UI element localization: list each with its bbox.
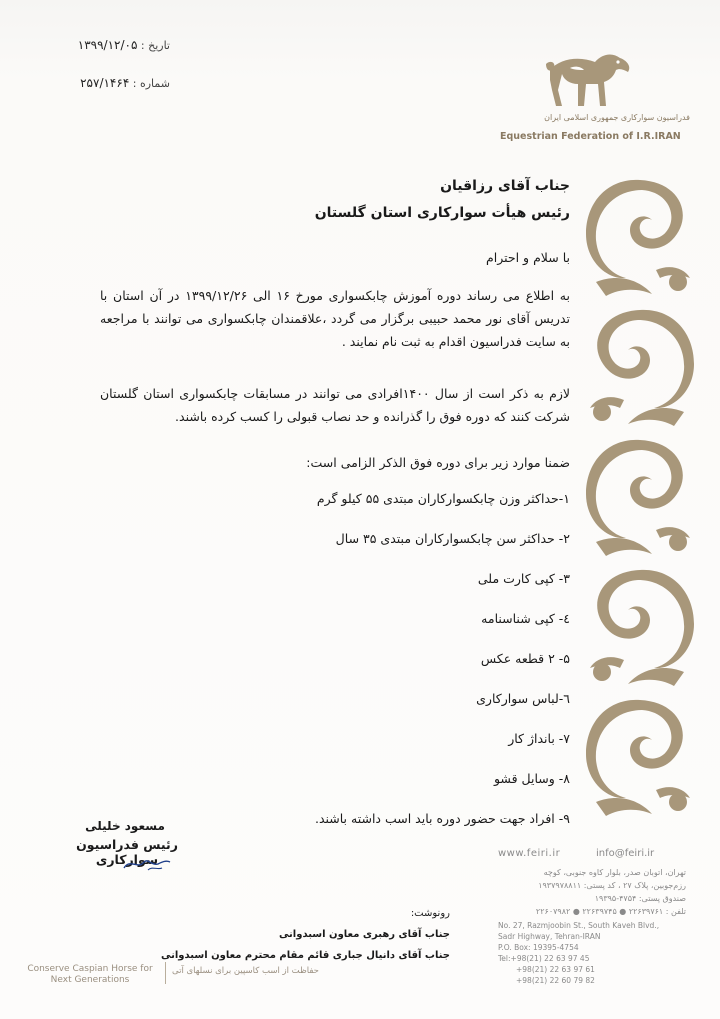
requirement-item: ۳- کپی کارت ملی — [477, 571, 570, 586]
cc-item: جناب آقای رهبری معاون اسبدوانی — [278, 929, 450, 940]
requirement-item: ٤- کپی شناسنامه — [481, 611, 570, 626]
paragraph-2: لازم به ذکر است از سال ۱۴۰۰افرادی می توانند در مسابقات چابکسواری استان گلستان شرکت کنند که دوره فوق را گذرانده و حد نصاب قبولی را کسب کرده باشند. — [100, 386, 571, 424]
phone-fa: تلفن : ۲۲۶۳۹۷۶۱ ● ۲۲۶۳۹۷۴۵ ● ۲۲۶۰۷۹۸۲ — [535, 907, 686, 916]
signatory-name: مسعود خلیلی — [85, 819, 165, 833]
recipient-name: جناب آقای رزاقیان — [440, 178, 570, 194]
paragraph-1: به اطلاع می رساند دوره آموزش چابکسواری مورخ ۱۶ الی ۱۳۹۹/۱۲/۲۶ در آن استان با تدریس آقای نور محمد حبیبی برگزار می گردد ،علاقمندان چابکسواری می توانند با مراجعه به سایت فدراسیون اقدام به ثبت نام نمایند . — [100, 288, 570, 349]
number-label: شماره : — [132, 77, 170, 90]
phone-en-line: +98(21) 22 60 79 82 — [516, 976, 595, 985]
horse-logo-icon — [540, 50, 640, 112]
phone-en-line: +98(21) 22 63 97 61 — [516, 965, 595, 974]
address-fa-line: تهران، اتوبان صدر، بلوار کاوه جنوبی، کوچه — [543, 868, 686, 877]
caspian-en-line: Next Generations — [50, 975, 130, 985]
recipient-title: رئیس هیأت سوارکاری استان گلستان — [314, 205, 570, 221]
campaign-divider — [165, 962, 166, 984]
signatory-title: رئیس فدراسیون سوارکاری — [76, 837, 178, 867]
caspian-campaign-en — [20, 964, 160, 986]
cc-title: رونوشت: — [410, 908, 450, 919]
address-fa-line: صندوق پستی: ۴۷۵۴-۱۹۳۹۵ — [594, 894, 686, 903]
decorative-ornament — [586, 178, 694, 843]
address-en-line: No. 27, Razmjoobin St., South Kaveh Blvd., — [498, 921, 660, 930]
address-fa-line: رزم‌جوبین، پلاک ۲۷ ، کد پستی: ۱۹۳۷۹۷۸۸۱۱ — [538, 881, 686, 890]
requirement-item: ۷- بانداژ کار — [508, 731, 570, 746]
date-line — [40, 38, 170, 52]
greeting: با سلام و احترام — [486, 250, 570, 265]
phone-en-line: Tel:+98(21) 22 63 97 45 — [498, 954, 590, 963]
cc-item: جناب آقای دانیال جباری قائم مقام محترم معاون اسبدوانی — [160, 950, 450, 961]
requirement-item: ۸- وسایل قشو — [493, 771, 570, 786]
address-en-line: Sadr Highway, Tehran-IRAN — [498, 932, 601, 941]
federation-name-en: Equestrian Federation of I.R.IRAN — [500, 131, 681, 142]
date-value: ۱۳۹۹/۱۲/۰۵ — [77, 38, 138, 52]
number-line — [40, 76, 170, 90]
requirement-item: ۱-حداکثر وزن چابکسوارکاران مبتدی ۵۵ کیلو گرم — [316, 491, 570, 506]
email-text: info@feiri.ir — [596, 848, 655, 859]
website-text: www.feiri.ir — [498, 848, 561, 859]
requirement-item: ۹- افراد جهت حضور دوره باید اسب داشته باشند. — [314, 811, 570, 826]
caspian-en-line: Conserve Caspian Horse for — [27, 964, 153, 974]
requirement-item: ۵- ۲ قطعه عکس — [480, 651, 570, 666]
requirement-item: ۲- حداکثر سن چابکسوارکاران مبتدی ۳۵ سال — [335, 531, 570, 546]
number-value: ۲۵۷/۱۴۶۴ — [80, 76, 130, 90]
signature-scribble-icon — [118, 852, 174, 874]
requirement-item: ٦-لباس سوارکاری — [476, 691, 570, 706]
caspian-campaign-fa: حفاظت از اسب کاسپین برای نسلهای آتی — [172, 966, 319, 976]
requirements-intro: ضمنا موارد زیر برای دوره فوق الذکر الزامی است: — [306, 455, 570, 470]
date-label: تاریخ : — [140, 39, 170, 52]
address-en-line: P.O. Box: 19395-4754 — [498, 943, 579, 952]
federation-name-fa: فدراسیون سوارکاری جمهوری اسلامی ایران — [544, 113, 690, 122]
